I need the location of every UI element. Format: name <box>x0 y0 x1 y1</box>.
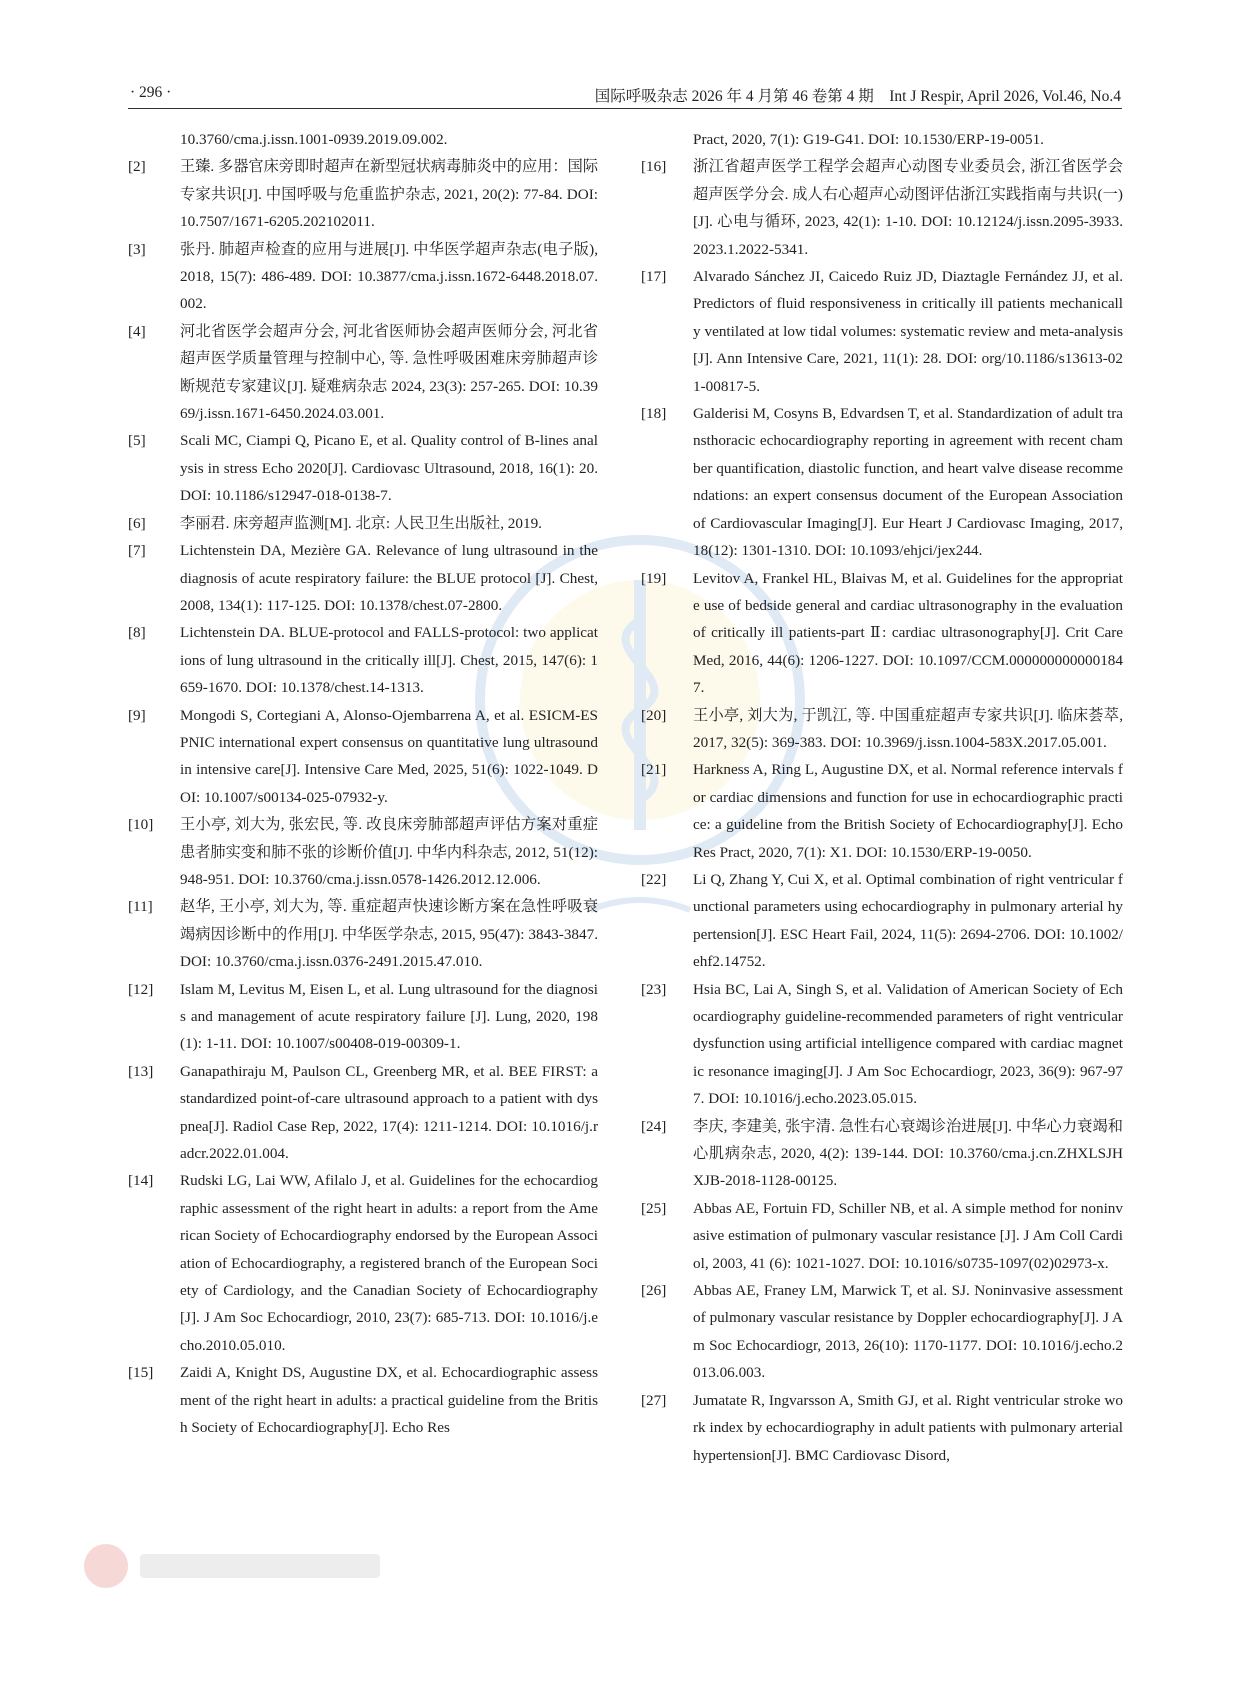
reference-item <box>128 811 598 893</box>
reference-text: 浙江省超声医学工程学会超声心动图专业委员会, 浙江省医学会超声医学分会. 成人右心超声心动图评估浙江实践指南与共识(一)[J]. 心电与循环, 2023, 42(1): 1-10. DOI: 10.12124/j.issn.2095-3933.2023.1.2022-5341. <box>693 158 1123 258</box>
reference-number: [8] <box>128 624 146 642</box>
reference-item <box>641 702 1123 757</box>
reference-item <box>641 1277 1123 1387</box>
references-right-column <box>641 126 1123 1469</box>
reference-item <box>641 756 1123 866</box>
header-rule <box>128 108 1122 109</box>
reference-text: 王小亭, 刘大为, 张宏民, 等. 改良床旁肺部超声评估方案对重症患者肺实变和肺不张的诊断价值[J]. 中华内科杂志, 2012, 51(12): 948-951. DOI: 10.3760/cma.j.issn.0578-1426.2012.12.006. <box>180 816 598 888</box>
reference-item <box>641 1113 1123 1195</box>
reference-text: 李庆, 李建美, 张宇清. 急性右心衰竭诊治进展[J]. 中华心力衰竭和心肌病杂志, 2020, 4(2): 139-144. DOI: 10.3760/cma.j.cn.ZHXLSJHXJB-2018-1128-00125. <box>693 1117 1123 1190</box>
reference-item <box>128 976 598 1058</box>
reference-text: 王小亭, 刘大为, 于凯江, 等. 中国重症超声专家共识[J]. 临床荟萃, 2017, 32(5): 369-383. DOI: 10.3969/j.issn.1004-583X.2017.05.001. <box>693 706 1123 751</box>
reference-item <box>128 1359 598 1441</box>
reference-item <box>128 537 598 619</box>
reference-item <box>641 976 1123 1113</box>
reference-text: Jumatate R, Ingvarsson A, Smith GJ, et al. Right ventricular stroke work index by echocardiography in adult patients with pulmonary arterial hypertension[J]. BMC Cardiovasc Disord, <box>693 1391 1123 1464</box>
reference-text: 张丹. 肺超声检查的应用与进展[J]. 中华医学超声杂志(电子版), 2018, 15(7): 486-489. DOI: 10.3877/cma.j.issn.1672-6448.2018.07.002. <box>180 240 598 313</box>
reference-number: [15] <box>128 1364 154 1382</box>
reference-item <box>128 893 598 975</box>
reference-number: [21] <box>641 761 667 779</box>
reference-item <box>641 866 1123 976</box>
reference-number: [13] <box>128 1062 154 1080</box>
association-logo-watermark <box>80 1540 400 1592</box>
reference-number: [2] <box>128 158 146 176</box>
reference-number: [3] <box>128 240 146 258</box>
reference-number: [25] <box>641 1199 667 1217</box>
reference-number: [10] <box>128 816 154 834</box>
reference-number: [18] <box>641 405 667 423</box>
reference-text: Abbas AE, Fortuin FD, Schiller NB, et al. A simple method for noninvasive estimation of pulmonary vascular resistance [J]. J Am Coll Cardiol, 2003, 41 (6): 1021-1027. DOI: 10.1016/s0735-1097(02)02973-x. <box>693 1199 1123 1272</box>
reference-text: Ganapathiraju M, Paulson CL, Greenberg MR, et al. BEE FIRST: a standardized point-of-care ultrasound approach to a patient with dyspnea[J]. Radiol Case Rep, 2022, 17(4): 1211-1214. DOI: 10.1016/j.radcr.2022.01.004. <box>180 1062 598 1163</box>
references-left-column <box>128 126 598 1442</box>
reference-text: Hsia BC, Lai A, Singh S, et al. Validation of American Society of Echocardiography guideline-recommended parameters of right ventricular dysfunction using artificial intelligence compared with cardiac magnetic resonance imaging[J]. J Am Soc Echocardiogr, 2023, 36(9): 967-977. DOI: 10.1016/j.echo.2023.05.015. <box>693 980 1123 1108</box>
reference-number: [27] <box>641 1391 667 1409</box>
reference-number: [9] <box>128 706 146 724</box>
reference-number: [22] <box>641 870 667 888</box>
reference-number: [17] <box>641 268 667 286</box>
reference-text: 河北省医学会超声分会, 河北省医师协会超声医师分会, 河北省超声医学质量管理与控制中心, 等. 急性呼吸困难床旁肺超声诊断规范专家建议[J]. 疑难病杂志 2024, 23(3): 257-265. DOI: 10.3969/j.issn.1671-6450.2024.03.001. <box>180 322 598 423</box>
reference-item <box>128 702 598 812</box>
reference-text: 10.3760/cma.j.issn.1001-0939.2019.09.002. <box>180 131 448 148</box>
reference-number: [16] <box>641 158 667 176</box>
reference-number: [11] <box>128 898 153 916</box>
reference-item <box>128 1058 598 1168</box>
reference-text: Galderisi M, Cosyns B, Edvardsen T, et al. Standardization of adult transthoracic echocardiography reporting in agreement with recent chamber quantification, diastolic function, and heart valve disease recommendations: an expert consensus document of the European Association of Cardiovascular Imaging[J]. Eur Heart J Cardiovasc Imaging, 2017, 18(12): 1301-1310. DOI: 10.1093/ehjci/jex244. <box>693 405 1123 560</box>
reference-text: Mongodi S, Cortegiani A, Alonso-Ojembarrena A, et al. ESICM-ESPNIC international expert consensus on quantitative lung ultrasound in intensive care[J]. Intensive Care Med, 2025, 51(6): 1022-1049. DOI: 10.1007/s00134-025-07932-y. <box>180 706 598 806</box>
reference-number: [23] <box>641 980 667 998</box>
reference-text: Zaidi A, Knight DS, Augustine DX, et al. Echocardiographic assessment of the right heart in adults: a practical guideline from the British Society of Echocardiography[J]. Echo Res <box>180 1364 598 1437</box>
reference-item <box>128 153 598 235</box>
reference-item <box>641 1195 1123 1277</box>
reference-number: [4] <box>128 322 146 340</box>
reference-item <box>641 153 1123 263</box>
reference-item <box>128 318 598 428</box>
reference-item <box>641 263 1123 400</box>
reference-text: 李丽君. 床旁超声监测[M]. 北京: 人民卫生出版社, 2019. <box>180 514 542 532</box>
reference-text: Pract, 2020, 7(1): G19-G41. DOI: 10.1530/ERP-19-0051. <box>693 131 1044 148</box>
reference-text: Alvarado Sánchez JI, Caicedo Ruiz JD, Diaztagle Fernández JJ, et al. Predictors of fluid responsiveness in critically ill patients mechanically ventilated at low tidal volumes: systematic review and meta-analysis[J]. Ann Intensive Care, 2021, 11(1): 28. DOI: org/10.1186/s13613-021-00817-5. <box>693 268 1123 395</box>
reference-number: [24] <box>641 1117 667 1135</box>
reference-text: Harkness A, Ring L, Augustine DX, et al. Normal reference intervals for cardiac dimensions and function for use in echocardiographic practice: a guideline from the British Society of Echocardiography[J]. Echo Res Pract, 2020, 7(1): X1. DOI: 10.1530/ERP-19-0050. <box>693 761 1123 861</box>
reference-item <box>128 1167 598 1359</box>
reference-number: [7] <box>128 542 146 560</box>
reference-text: Islam M, Levitus M, Eisen L, et al. Lung ultrasound for the diagnosis and management of acute respiratory failure [J]. Lung, 2020, 198 (1): 1-11. DOI: 10.1007/s00408-019-00309-1. <box>180 980 598 1053</box>
reference-text: Rudski LG, Lai WW, Afilalo J, et al. Guidelines for the echocardiographic assessment of the right heart in adults: a report from the American Society of Echocardiography endorsed by the European Association of Echocardiography, a registered branch of the European Society of Cardiology, and the Canadian Society of Echocardiography [J]. J Am Soc Echocardiogr, 2010, 23(7): 685-713. DOI: 10.1016/j.echo.2010.05.010. <box>180 1172 598 1354</box>
reference-number: [12] <box>128 980 154 998</box>
reference-item <box>128 427 598 509</box>
reference-number: [26] <box>641 1282 667 1300</box>
reference-number: [14] <box>128 1172 154 1190</box>
reference-item <box>641 565 1123 702</box>
reference-item <box>128 510 598 537</box>
reference-item <box>641 1387 1123 1469</box>
reference-text: 赵华, 王小亭, 刘大为, 等. 重症超声快速诊断方案在急性呼吸衰竭病因诊断中的作用[J]. 中华医学杂志, 2015, 95(47): 3843-3847. DOI: 10.3760/cma.j.issn.0376-2491.2015.47.010. <box>180 898 598 971</box>
reference-number: [20] <box>641 706 667 724</box>
reference-text: Li Q, Zhang Y, Cui X, et al. Optimal combination of right ventricular functional parameters using echocardiography in pulmonary arterial hypertension[J]. ESC Heart Fail, 2024, 11(5): 2694-2706. DOI: 10.1002/ehf2.14752. <box>693 870 1123 971</box>
reference-item <box>641 400 1123 564</box>
reference-number: [6] <box>128 514 146 532</box>
reference-item <box>641 126 1123 153</box>
page-number: · 296 · <box>130 84 172 101</box>
reference-text: Abbas AE, Franey LM, Marwick T, et al. SJ. Noninvasive assessment of pulmonary vascular resistance by Doppler echocardiography[J]. J Am Soc Echocardiogr, 2013, 26(10): 1170-1177. DOI: 10.1016/j.echo.2013.06.003. <box>693 1282 1123 1382</box>
reference-text: Lichtenstein DA, Mezière GA. Relevance of lung ultrasound in the diagnosis of acute respiratory failure: the BLUE protocol [J]. Chest, 2008, 134(1): 117-125. DOI: 10.1378/chest.07-2800. <box>180 542 598 614</box>
journal-running-header: 国际呼吸杂志 2026 年 4 月第 46 卷第 4 期 Int J Respir, April 2026, Vol.46, No.4 <box>594 88 1121 105</box>
reference-number: [5] <box>128 432 146 450</box>
reference-text: Levitov A, Frankel HL, Blaivas M, et al. Guidelines for the appropriate use of bedside general and cardiac ultrasonography in the evaluation of critically ill patients-part Ⅱ: cardiac ultrasonography[J]. Crit Care Med, 2016, 44(6): 1206-1227. DOI: 10.1097/CCM.0000000000001847. <box>693 569 1123 697</box>
reference-item <box>128 619 598 701</box>
reference-item <box>128 126 598 153</box>
reference-item <box>128 236 598 318</box>
reference-text: Scali MC, Ciampi Q, Picano E, et al. Quality control of B-lines analysis in stress Echo 2020[J]. Cardiovasc Ultrasound, 2018, 16(1): 20. DOI: 10.1186/s12947-018-0138-7. <box>180 432 598 505</box>
reference-number: [19] <box>641 569 667 587</box>
reference-text: 王臻. 多器官床旁即时超声在新型冠状病毒肺炎中的应用：国际专家共识[J]. 中国呼吸与危重监护杂志, 2021, 20(2): 77-84. DOI: 10.7507/1671-6205.202102011. <box>180 158 598 231</box>
reference-text: Lichtenstein DA. BLUE-protocol and FALLS-protocol: two applications of lung ultrasound in the critically ill[J]. Chest, 2015, 147(6): 1659-1670. DOI: 10.1378/chest.14-1313. <box>180 624 598 697</box>
